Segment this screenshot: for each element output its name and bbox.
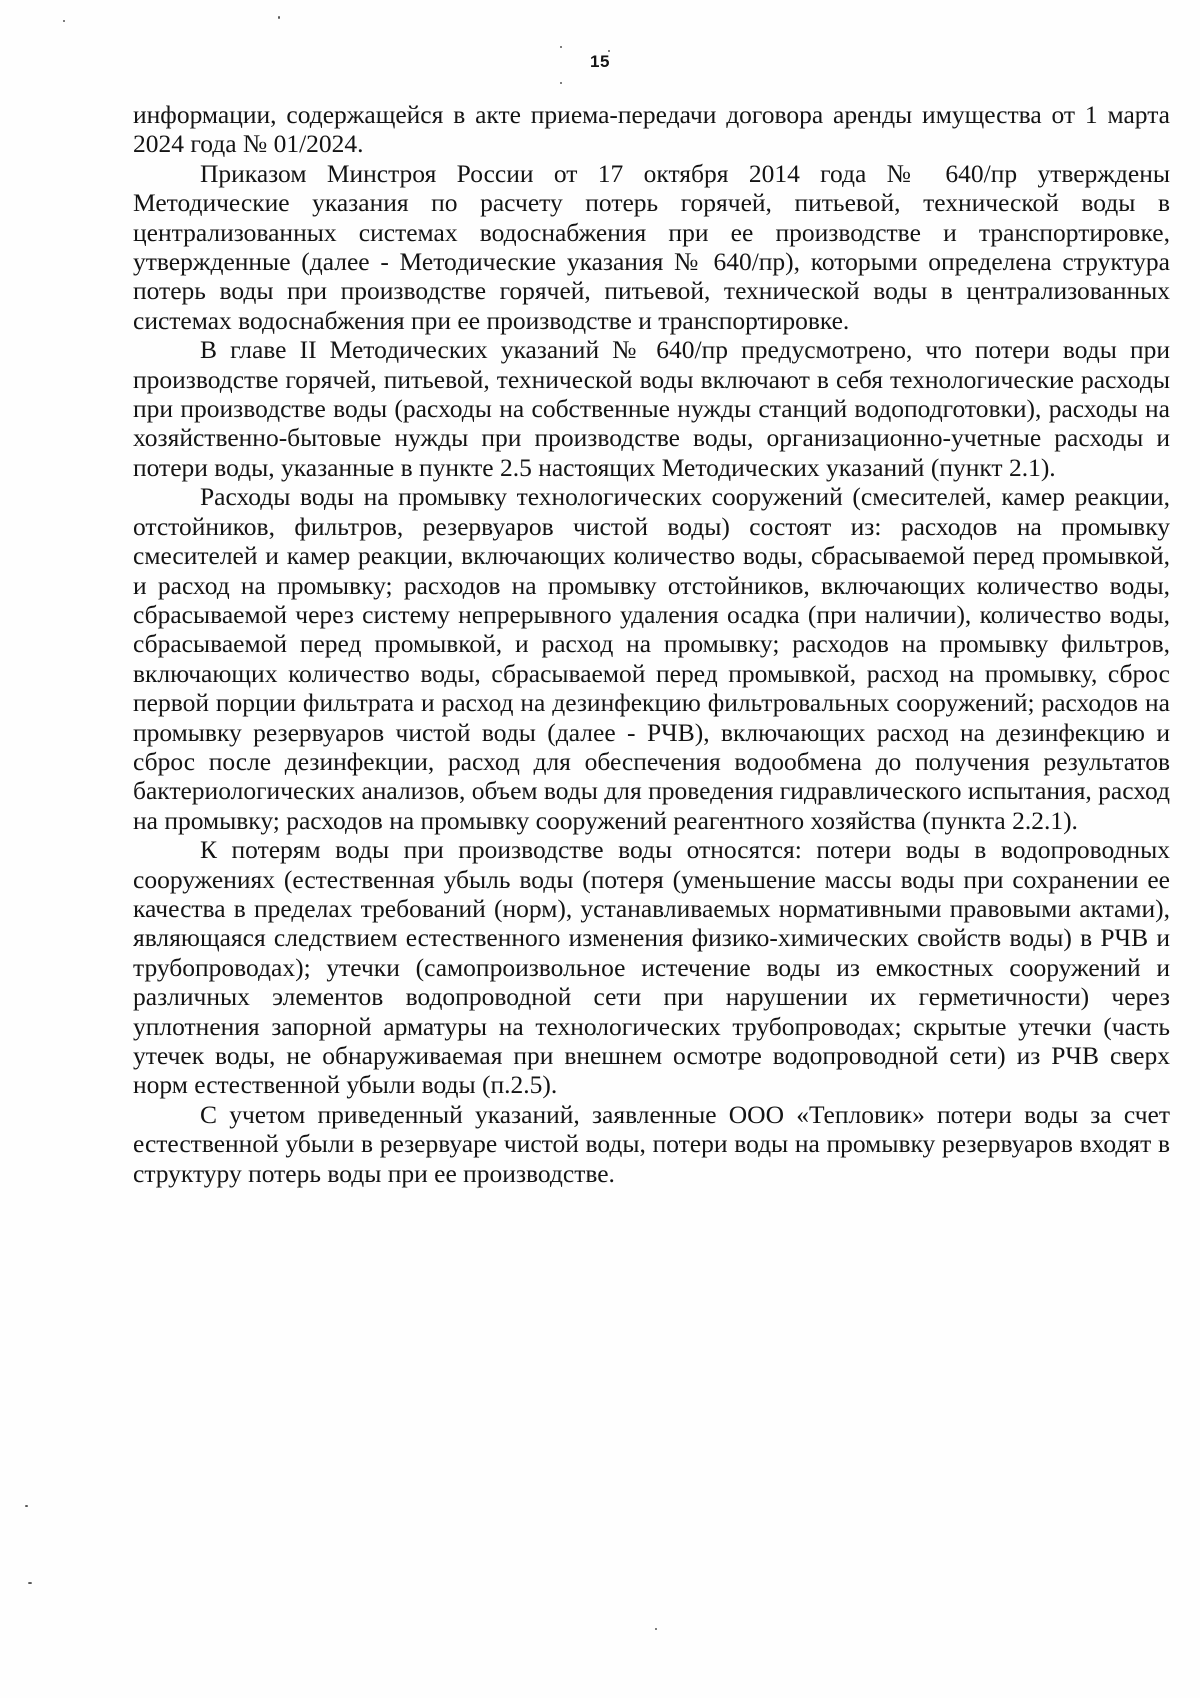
page-number: 15	[590, 52, 610, 71]
scan-speck	[560, 46, 562, 48]
scan-speck	[608, 50, 610, 52]
scan-speck	[560, 82, 562, 84]
scan-speck	[655, 1628, 657, 1630]
paragraph-chapter-2: В главе II Методических указаний № 640/пр предусмотрено, что потери воды при производстве горячей, питьевой, технической воды включают в себя технологические расходы при производстве воды (расходы на собственные нужды станций водоподготовки), расходы на хозяйственно-бытовые нужды при производстве воды, организационно-учетные расходы и потери воды, указанные в пункте 2.5 настоящих Методических указаний (пункт 2.1).	[133, 335, 1170, 482]
paragraph-production-losses: К потерям воды при производстве воды относятся: потери воды в водопроводных сооружениях (естественная убыль воды (потеря (уменьшение массы воды при сохранении ее качества в пределах требований (норм), устанавливаемых нормативными правовыми актами), являющаяся следствием естественного изменения физико-химических свойств воды) в РЧВ и трубопроводах); утечки (самопроизвольное истечение воды из емкостных сооружений и различных элементов водопроводной сети при нарушении их герметичности) через уплотнения запорной арматуры на технологических трубопроводах; скрытые утечки (часть утечек воды, не обнаруживаемая при внешнем осмотре водопроводной сети) из РЧВ сверх норм естественной убыли воды (п.2.5).	[133, 835, 1170, 1100]
scan-speck	[25, 1505, 28, 1507]
paragraph-conclusion: С учетом приведенный указаний, заявленные ООО «Тепловик» потери воды за счет естественной убыли в резервуаре чистой воды, потери воды на промывку резервуаров входят в структуру потерь воды при ее производстве.	[133, 1099, 1170, 1188]
scan-speck	[278, 16, 280, 19]
paragraph-continuation: информации, содержащейся в акте приема-передачи договора аренды имущества от 1 марта 2024 года № 01/2024.	[133, 100, 1170, 159]
document-body	[133, 100, 1170, 1188]
scan-speck	[28, 1582, 32, 1584]
paragraph-order-640: Приказом Минстроя России от 17 октября 2014 года № 640/пр утверждены Методические указания по расчету потерь горячей, питьевой, технической воды в централизованных системах водоснабжения при ее производстве и транспортировке, утвержденные (далее - Методические указания № 640/пр), которыми определена структура потерь воды при производстве горячей, питьевой, технической воды в централизованных системах водоснабжения при ее производстве и транспортировке.	[133, 158, 1170, 335]
paragraph-flushing-costs: Расходы воды на промывку технологических сооружений (смесителей, камер реакции, отстойников, фильтров, резервуаров чистой воды) состоят из: расходов на промывку смесителей и камер реакции, включающих количество воды, сбрасываемой перед промывкой, и расход на промывку; расходов на промывку отстойников, включающих количество воды, сбрасываемой через систему непрерывного удаления осадка (при наличии), количество воды, сбрасываемой перед промывкой, и расход на промывку; расходов на промывку фильтров, включающих количество воды, сбрасываемой перед промывкой, расход на промывку, сброс первой порции фильтрата и расход на дезинфекцию фильтровальных сооружений; расходов на промывку резервуаров чистой воды (далее - РЧВ), включающих расход на дезинфекцию и сброс после дезинфекции, расход для обеспечения водообмена до получения результатов бактериологических анализов, объем воды для проведения гидравлического испытания, расход на промывку; расходов на промывку сооружений реагентного хозяйства (пункта 2.2.1).	[133, 482, 1170, 835]
scan-speck	[63, 20, 65, 22]
